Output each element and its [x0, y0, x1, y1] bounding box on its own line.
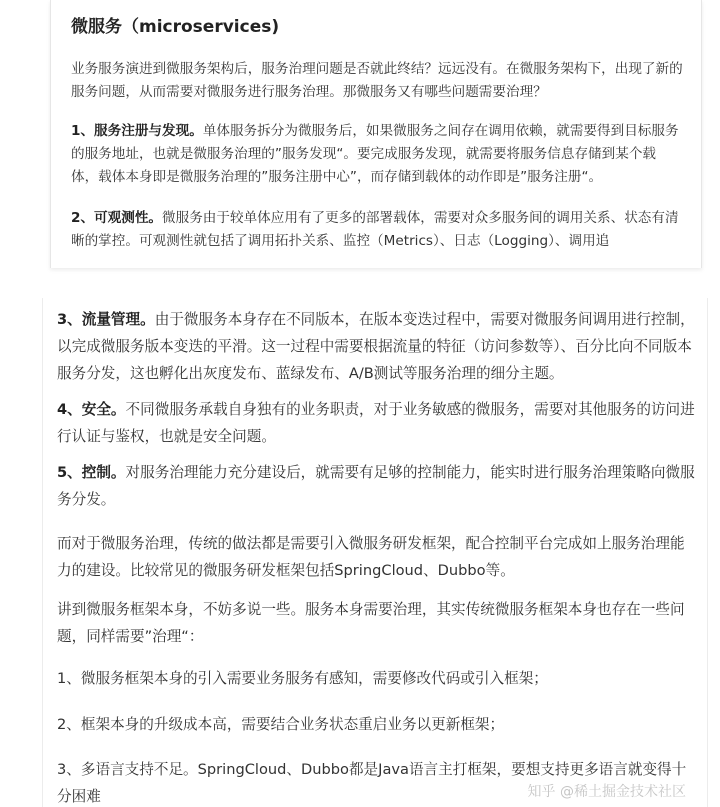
traffic-text: 由于微服务本身存在不同版本，在版本变迭过程中，需要对微服务间调用进行控制，以完成微服务版本变迭的平滑。这一过程中需要根据流量的特征（访问参数等）、百分比向不同版本服务分发，这也孵化出灰度发布、蓝绿发布、A/B测试等服务治理的细分主题。 [57, 311, 695, 382]
framework-discussion-paragraph: 讲到微服务框架本身，不妨多说一些。服务本身需要治理，其实传统微服务框架本身也存在一些问题，同样需要”治理“： [57, 601, 685, 645]
control-heading: 5、控制。 [57, 464, 126, 481]
traffic-paragraph [57, 306, 699, 387]
security-heading: 4、安全。 [57, 401, 126, 418]
screenshot-card-top [50, 0, 702, 268]
security-paragraph [57, 396, 699, 450]
traditional-approach-paragraph: 而对于微服务治理，传统的做法都是需要引入微服务研发框架，配合控制平台完成如上服务治理能力的建设。比较常见的微服务研发框架包括SpringCloud、Dubbo等。 [57, 535, 685, 579]
control-text: 对服务治理能力充分建设后，就需要有足够的控制能力，能实时进行服务治理策略向微服务分发。 [57, 464, 695, 508]
observability-text: 微服务由于较单体应用有了更多的部署载体，需要对众多服务间的调用关系、状态有清晰的掌控。可观测性就包括了调用拓扑关系、监控（Metrics）、日志（Logging）、调用追 [71, 210, 679, 249]
traffic-heading: 3、流量管理。 [57, 311, 155, 328]
registration-heading: 1、服务注册与发现。 [71, 123, 203, 139]
observability-heading: 2、可观测性。 [71, 210, 163, 226]
registration-text: 单体服务拆分为微服务后，如果微服务之间存在调用依赖，就需要得到目标服务的服务地址，也就是微服务治理的”服务发现“。要完成服务发现，就需要将服务信息存储到某个载体，载体本身即是微服务治理的”服务注册中心”，而存储到载体的动作即是”服务注册“。 [71, 123, 679, 185]
list-item: 1、微服务框架本身的引入需要业务服务有感知，需要修改代码或引入框架； [57, 670, 548, 687]
list-item: 3、多语言支持不足。SpringCloud、Dubbo都是Java语言主打框架，要想支持更多语言就变得十分困难 [57, 761, 687, 805]
section-title: 微服务（microservices) [71, 17, 280, 37]
security-text: 不同微服务承载自身独有的业务职责，对于业务敏感的微服务，需要对其他服务的访问进行认证与鉴权，也就是安全问题。 [57, 401, 695, 445]
intro-paragraph: 业务服务演进到微服务架构后，服务治理问题是否就此终结？远远没有。在微服务架构下，出现了新的服务问题，从而需要对微服务进行服务治理。那微服务又有哪些问题需要治理？ [71, 61, 683, 100]
list-item: 2、框架本身的升级成本高，需要结合业务状态重启业务以更新框架； [57, 716, 505, 733]
registration-paragraph [71, 120, 683, 189]
screenshot-card-bottom [42, 298, 708, 807]
watermark: 知乎 @稀土掘金技术社区 [527, 784, 686, 800]
control-paragraph [57, 459, 699, 513]
observability-paragraph [71, 207, 683, 253]
